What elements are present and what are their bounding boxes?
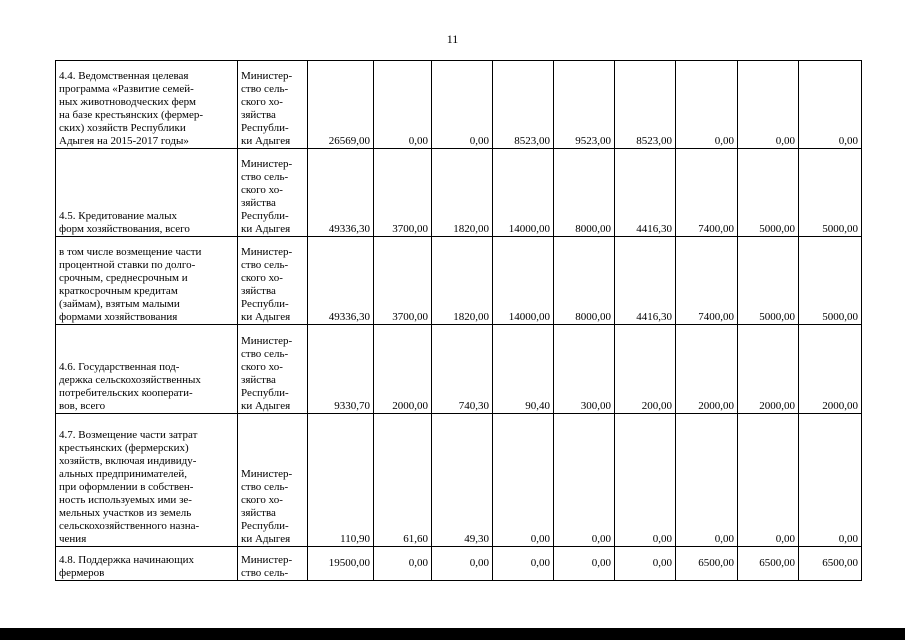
value-cell: 0,00 — [799, 61, 862, 149]
value-cell: 2000,00 — [374, 325, 432, 414]
value-cell: 6500,00 — [676, 547, 738, 581]
value-cell: 0,00 — [554, 547, 615, 581]
value-cell: 0,00 — [374, 547, 432, 581]
table-row-4-7 — [56, 414, 862, 547]
program-name-cell: в том числе возмещение части процентной ставки по долго- срочным, среднесрочным и краткосрочным кредитам (займам), взятым малыми формами хозяйствования — [56, 237, 238, 325]
value-cell: 4416,30 — [615, 237, 676, 325]
program-name-cell: 4.5. Кредитование малых форм хозяйствования, всего — [56, 149, 238, 237]
executor-cell: Министер- ство сель- — [238, 547, 308, 581]
value-cell: 300,00 — [554, 325, 615, 414]
value-cell: 0,00 — [432, 61, 493, 149]
value-cell: 0,00 — [738, 414, 799, 547]
value-cell: 9523,00 — [554, 61, 615, 149]
value-cell: 14000,00 — [493, 237, 554, 325]
value-cell: 200,00 — [615, 325, 676, 414]
value-total: 110,90 — [308, 414, 374, 547]
executor-cell: Министер- ство сель- ского хо- зяйства Республи- ки Адыгея — [238, 149, 308, 237]
value-total: 9330,70 — [308, 325, 374, 414]
value-cell: 0,00 — [615, 414, 676, 547]
value-cell: 8000,00 — [554, 237, 615, 325]
value-cell: 6500,00 — [738, 547, 799, 581]
value-cell: 0,00 — [738, 61, 799, 149]
value-cell: 7400,00 — [676, 149, 738, 237]
table-row-4-5-sub — [56, 237, 862, 325]
executor-cell: Министер- ство сель- ского хо- зяйства Республи- ки Адыгея — [238, 61, 308, 149]
value-cell: 0,00 — [799, 414, 862, 547]
value-cell: 90,40 — [493, 325, 554, 414]
executor-cell: Министер- ство сель- ского хо- зяйства Республи- ки Адыгея — [238, 325, 308, 414]
budget-table — [55, 60, 862, 581]
value-cell: 5000,00 — [799, 237, 862, 325]
value-total: 19500,00 — [308, 547, 374, 581]
program-name-cell: 4.6. Государственная под- держка сельскохозяйственных потребительских кооперати- вов, всего — [56, 325, 238, 414]
value-cell: 4416,30 — [615, 149, 676, 237]
value-cell: 8000,00 — [554, 149, 615, 237]
value-cell: 2000,00 — [799, 325, 862, 414]
table-row-4-4 — [56, 61, 862, 149]
value-cell: 2000,00 — [676, 325, 738, 414]
value-cell: 0,00 — [676, 414, 738, 547]
value-cell: 5000,00 — [738, 237, 799, 325]
value-total: 49336,30 — [308, 237, 374, 325]
value-cell: 6500,00 — [799, 547, 862, 581]
page-number: 11 — [446, 32, 459, 46]
value-cell: 0,00 — [432, 547, 493, 581]
scan-bottom-edge — [0, 628, 905, 640]
executor-cell: Министер- ство сель- ского хо- зяйства Республи- ки Адыгея — [238, 414, 308, 547]
value-cell: 61,60 — [374, 414, 432, 547]
program-name-cell: 4.4. Ведомственная целевая программа «Развитие семей- ных животноводческих ферм на базе крестьянских (фермер- ских) хозяйств Республики Адыгея на 2015-2017 годы» — [56, 61, 238, 149]
executor-cell: Министер- ство сель- ского хо- зяйства Республи- ки Адыгея — [238, 237, 308, 325]
value-cell: 0,00 — [676, 61, 738, 149]
value-cell: 1820,00 — [432, 237, 493, 325]
value-cell: 5000,00 — [799, 149, 862, 237]
value-cell: 740,30 — [432, 325, 493, 414]
value-cell: 2000,00 — [738, 325, 799, 414]
table-row-4-8 — [56, 547, 862, 581]
table-row-4-5 — [56, 149, 862, 237]
value-cell: 0,00 — [493, 547, 554, 581]
value-cell: 0,00 — [493, 414, 554, 547]
value-cell: 7400,00 — [676, 237, 738, 325]
value-cell: 8523,00 — [493, 61, 554, 149]
value-total: 49336,30 — [308, 149, 374, 237]
table-row-4-6 — [56, 325, 862, 414]
program-name-cell: 4.8. Поддержка начинающих фермеров — [56, 547, 238, 581]
value-cell: 1820,00 — [432, 149, 493, 237]
value-cell: 14000,00 — [493, 149, 554, 237]
value-cell: 3700,00 — [374, 149, 432, 237]
value-cell: 0,00 — [615, 547, 676, 581]
value-cell: 49,30 — [432, 414, 493, 547]
value-cell: 0,00 — [554, 414, 615, 547]
value-total: 26569,00 — [308, 61, 374, 149]
program-name-cell: 4.7. Возмещение части затрат крестьянских (фермерских) хозяйств, включая индивиду- альных предпринимателей, при оформлении в собствен- ность используемых ими зе- мельных участков из земель сельскохозяйственного назна- чения — [56, 414, 238, 547]
value-cell: 5000,00 — [738, 149, 799, 237]
value-cell: 8523,00 — [615, 61, 676, 149]
value-cell: 0,00 — [374, 61, 432, 149]
value-cell: 3700,00 — [374, 237, 432, 325]
